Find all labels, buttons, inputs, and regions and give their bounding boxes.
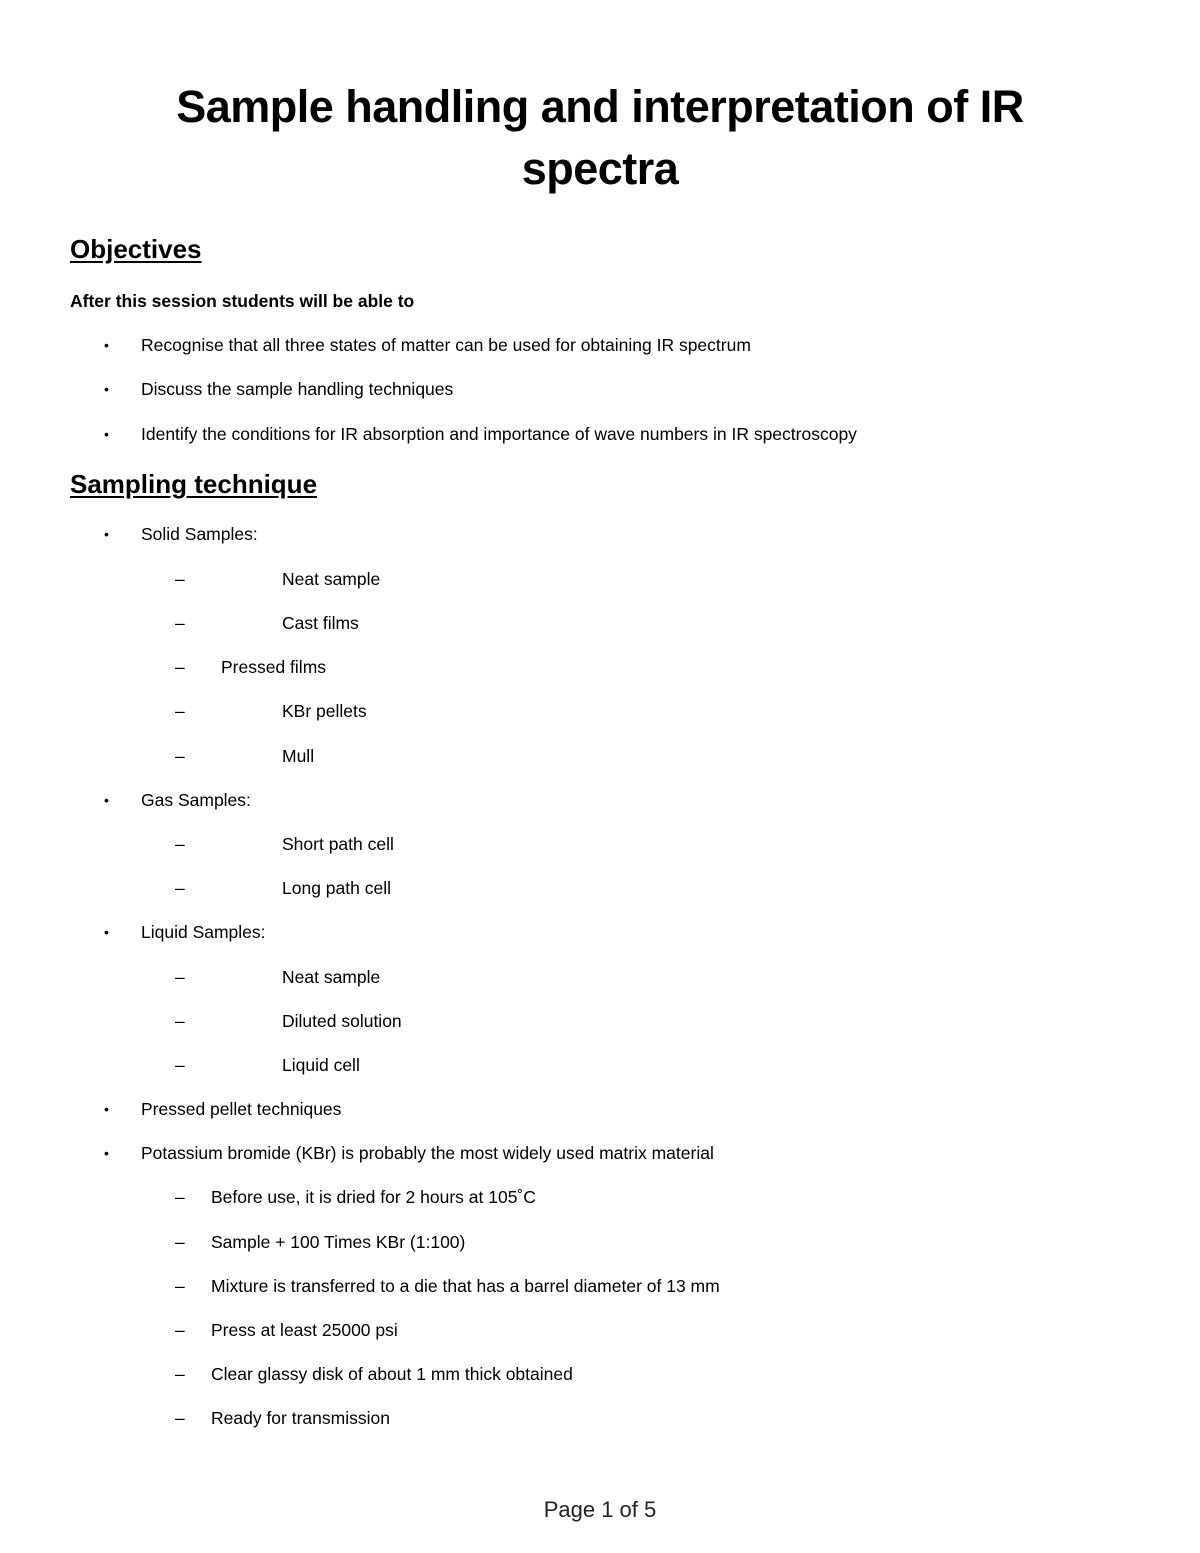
dash-icon: –: [175, 1187, 185, 1207]
liquid-item: Liquid cell: [282, 1055, 360, 1075]
bullet-icon: •: [104, 924, 109, 940]
dash-icon: –: [175, 613, 185, 633]
bullet-icon: •: [104, 337, 109, 353]
sub-list-item: [0, 1405, 1200, 1431]
objectives-intro-row: [0, 288, 1200, 314]
sub-list-item: [0, 1229, 1200, 1255]
page-number: Page 1 of 5: [543, 1497, 657, 1522]
dash-icon: –: [175, 569, 185, 589]
pressed-pellet-label: Pressed pellet techniques: [141, 1099, 342, 1119]
sampling-heading: Sampling technique: [70, 469, 318, 499]
dash-icon: –: [175, 1276, 185, 1296]
bullet-icon: •: [104, 381, 109, 397]
bullet-icon: •: [104, 1101, 109, 1117]
kbr-item: Sample + 100 Times KBr (1:100): [211, 1232, 466, 1252]
kbr-item: Mixture is transferred to a die that has a barrel diameter of 13 mm: [211, 1276, 720, 1296]
dash-icon: –: [175, 967, 185, 987]
solid-samples-label: Solid Samples:: [141, 524, 258, 544]
sub-list-item: [0, 1008, 1200, 1034]
solid-item: KBr pellets: [282, 701, 367, 721]
dash-icon: –: [175, 657, 185, 677]
bullet-icon: •: [104, 792, 109, 808]
dash-icon: –: [175, 1011, 185, 1031]
kbr-item: Before use, it is dried for 2 hours at 105˚C: [211, 1187, 536, 1207]
dash-icon: –: [175, 1364, 185, 1384]
sub-list-item: [0, 1361, 1200, 1387]
objectives-heading: Objectives: [70, 234, 202, 264]
solid-item: Neat sample: [282, 569, 381, 589]
dash-icon: –: [175, 1055, 185, 1075]
bullet-icon: •: [104, 1145, 109, 1161]
kbr-item: Press at least 25000 psi: [211, 1320, 398, 1340]
liquid-item: Diluted solution: [282, 1011, 402, 1031]
objective-item: Discuss the sample handling techniques: [141, 379, 454, 399]
objective-item: Recognise that all three states of matter can be used for obtaining IR spectrum: [141, 335, 751, 355]
dash-icon: –: [175, 746, 185, 766]
sub-list-item: [0, 698, 1200, 724]
dash-icon: –: [175, 1408, 185, 1428]
kbr-item: Clear glassy disk of about 1 mm thick obtained: [211, 1364, 573, 1384]
sub-list-item: [0, 831, 1200, 857]
list-item: [0, 421, 1200, 447]
kbr-item: Ready for transmission: [211, 1408, 390, 1428]
dash-icon: –: [175, 834, 185, 854]
kbr-label: Potassium bromide (KBr) is probably the most widely used matrix material: [141, 1143, 714, 1163]
sub-list-item: [0, 1184, 1200, 1210]
dash-icon: –: [175, 878, 185, 898]
list-item: [0, 521, 1200, 547]
list-item: [0, 1096, 1200, 1122]
sub-list-item: [0, 1052, 1200, 1078]
objectives-intro: After this session students will be able to: [70, 291, 415, 311]
sub-list-item: [0, 1273, 1200, 1299]
dash-icon: –: [175, 1320, 185, 1340]
dash-icon: –: [175, 1232, 185, 1252]
sub-list-item: [0, 743, 1200, 769]
liquid-item: Neat sample: [282, 967, 381, 987]
list-item: [0, 376, 1200, 402]
bullet-icon: •: [104, 426, 109, 442]
list-item: [0, 1140, 1200, 1166]
bullet-icon: •: [104, 526, 109, 542]
list-item: [0, 332, 1200, 358]
solid-item: Cast films: [282, 613, 359, 633]
dash-icon: –: [175, 701, 185, 721]
sub-list-item: [0, 610, 1200, 636]
title-line-1: Sample handling and interpretation of IR: [176, 81, 1024, 132]
document-title: [60, 76, 1140, 200]
solid-item: Mull: [282, 746, 315, 766]
gas-samples-label: Gas Samples:: [141, 790, 251, 810]
gas-item: Short path cell: [282, 834, 394, 854]
sub-list-item: [0, 1317, 1200, 1343]
list-item: [0, 919, 1200, 945]
sub-list-item: [0, 964, 1200, 990]
sub-list-item: [0, 654, 1200, 680]
liquid-samples-label: Liquid Samples:: [141, 922, 266, 942]
title-line-2: spectra: [521, 143, 679, 194]
gas-item: Long path cell: [282, 878, 391, 898]
list-item: [0, 787, 1200, 813]
objective-item: Identify the conditions for IR absorption and importance of wave numbers in IR spectroscopy: [141, 424, 857, 444]
sub-list-item: [0, 566, 1200, 592]
sub-list-item: [0, 875, 1200, 901]
solid-item: Pressed films: [221, 657, 327, 677]
